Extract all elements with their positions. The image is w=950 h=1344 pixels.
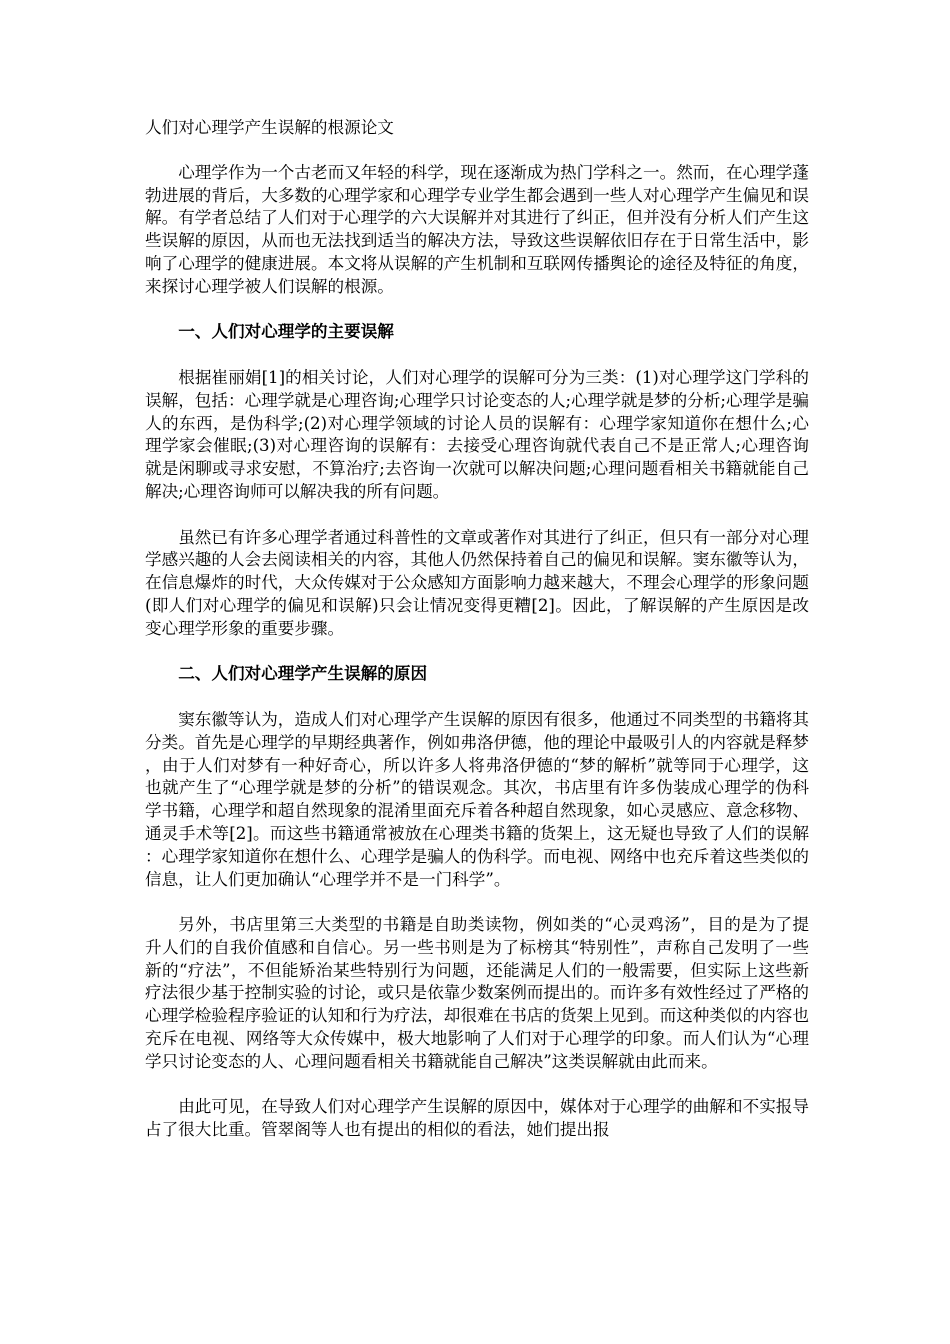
section-1-paragraph-1: 根据崔丽娟[1]的相关讨论，人们对心理学的误解可分为三类：(1)对心理学这门学科的误解，包括：心理学就是心理咨询;心理学只讨论变态的人;心理学就是梦的分析;心理学是骗人的东西，是伪科学;(2)对心理学领域的讨论人员的误解有：心理学家知道你在想什么;心理学家会催眠;(3)对心理咨询的误解有：去接受心理咨询就代表自己不是正常人;心理咨询就是闲聊或寻求安慰，不算治疗;去咨询一次就可以解决问题;心理问题看相关书籍就能自己解决;心理咨询师可以解决我的所有问题。	[145, 367, 809, 501]
section-2-paragraph-2: 另外，书店里第三大类型的书籍是自助类读物，例如类的“心灵鸡汤”，目的是为了提升人们的自我价值感和自信心。另一些书则是为了标榜其“特别性”，声称自己发明了一些新的“疗法”，不但能矫治某些特别行为问题，还能满足人们的一般需要，但实际上这些新疗法很少基于控制实验的讨论，或只是依靠少数案例而提出的。而许多有效性经过了严格的心理学检验程序验证的认知和行为疗法，却很难在书店的货架上见到。而这种类似的内容也充斥在电视、网络等大众传媒中，极大地影响了人们对于心理学的印象。而人们认为“心理学只讨论变态的人、心理问题看相关书籍就能自己解决”这类误解就由此而来。	[145, 915, 809, 1071]
section-2-heading: 二、人们对心理学产生误解的原因	[178, 664, 428, 684]
intro-paragraph: 心理学作为一个古老而又年轻的科学，现在逐渐成为热门学科之一。然而，在心理学蓬勃进展的背后，大多数的心理学家和心理学专业学生都会遇到一些人对心理学产生偏见和误解。有学者总结了人们对于心理学的六大误解并对其进行了纠正，但并没有分析人们产生这些误解的原因，从而也无法找到适当的解决方法，导致这些误解依旧存在于日常生活中，影响了心理学的健康进展。本文将从误解的产生机制和互联网传播舆论的途径及特征的角度，来探讨心理学被人们误解的根源。	[145, 162, 809, 296]
section-1-paragraph-2: 虽然已有许多心理学者通过科普性的文章或著作对其进行了纠正，但只有一部分对心理学感兴趣的人会去阅读相关的内容，其他人仍然保持着自己的偏见和误解。窦东徽等认为，在信息爆炸的时代，大众传媒对于公众感知方面影响力越来越大，不理会心理学的形象问题(即人们对心理学的偏见和误解)只会让情况变得更糟[2]。因此，了解误解的产生原因是改变心理学形象的重要步骤。	[145, 527, 809, 638]
section-1-heading: 一、人们对心理学的主要误解	[178, 322, 394, 342]
section-2-paragraph-3: 由此可见，在导致人们对心理学产生误解的原因中，媒体对于心理学的曲解和不实报导占了很大比重。管翠阁等人也有提出的相似的看法，她们提出报	[145, 1097, 809, 1140]
document-body	[145, 117, 809, 1165]
document-title: 人们对心理学产生误解的根源论文	[145, 118, 394, 137]
section-2-paragraph-1: 窦东徽等认为，造成人们对心理学产生误解的原因有很多，他通过不同类型的书籍将其分类。首先是心理学的早期经典著作，例如弗洛伊德，他的理论中最吸引人的内容就是释梦，由于人们对梦有一种好奇心，所以许多人将弗洛伊德的“梦的解析”就等同于心理学，这也就产生了“心理学就是梦的分析”的错误观念。其次，书店里有许多伪装成心理学的伪科学书籍，心理学和超自然现象的混淆里面充斥着各种超自然现象，如心灵感应、意念移物、通灵手术等[2]。而这些书籍通常被放在心理类书籍的货架上，这无疑也导致了人们的误解：心理学家知道你在想什么、心理学是骗人的伪科学。而电视、网络中也充斥着这些类似的信息，让人们更加确认“心理学并不是一门科学”。	[145, 709, 809, 889]
